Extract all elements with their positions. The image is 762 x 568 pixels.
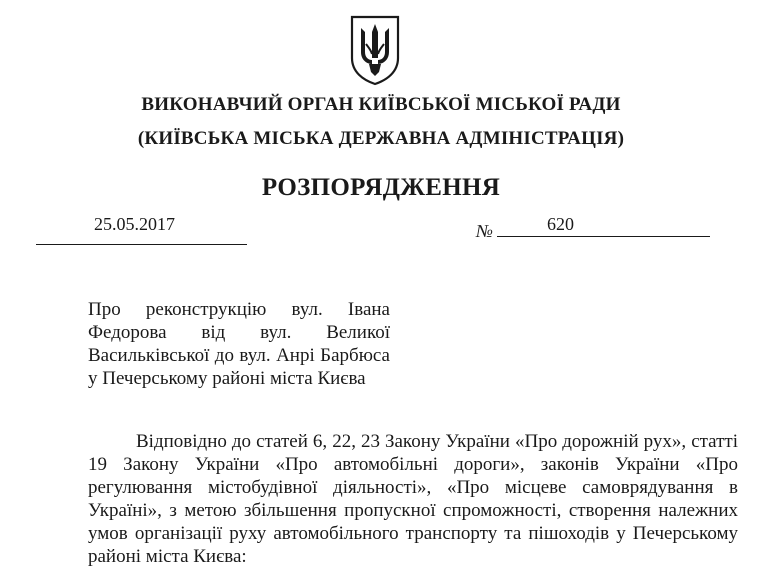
document-subject — [88, 298, 390, 390]
org-name-line-2: (КИЇВСЬКА МІСЬКА ДЕРЖАВНА АДМІНІСТРАЦІЯ) — [137, 128, 625, 149]
body-line: 19 Закону України «Про автомобільні дороги», законів України «Про — [88, 454, 738, 475]
trident-coat-of-arms-icon — [349, 14, 401, 86]
subject-line: у Печерському районі міста Києва — [88, 368, 366, 389]
body-line: регулювання містобудівної діяльності», «Про місцеве самоврядування в — [88, 477, 738, 498]
number-value: 620 — [547, 214, 574, 234]
body-line: умов організації руху автомобільного транспорту та пішоходів у Печерському — [88, 523, 738, 544]
number-label: № — [476, 221, 493, 241]
org-name-line-1: ВИКОНАВЧИЙ ОРГАН КИЇВСЬКОЇ МІСЬКОЇ РАДИ — [141, 94, 621, 115]
body-line: Відповідно до статей 6, 22, 23 Закону України «Про дорожній рух», статті — [136, 431, 738, 452]
document-body — [88, 430, 738, 568]
body-line: Україні», з метою збільшення пропускної спроможності, створення належних — [88, 500, 738, 521]
body-line: районі міста Києва: — [88, 546, 247, 567]
subject-line: Федорова від вул. Великої — [88, 322, 390, 343]
date-field — [36, 212, 247, 245]
subject-line: Про реконструкцію вул. Івана — [88, 299, 390, 320]
subject-line: Васильківської до вул. Анрі Барбюса — [88, 345, 390, 366]
number-field — [497, 212, 710, 237]
date-value: 25.05.2017 — [94, 214, 175, 234]
document-type-title: РОЗПОРЯДЖЕННЯ — [261, 174, 501, 201]
